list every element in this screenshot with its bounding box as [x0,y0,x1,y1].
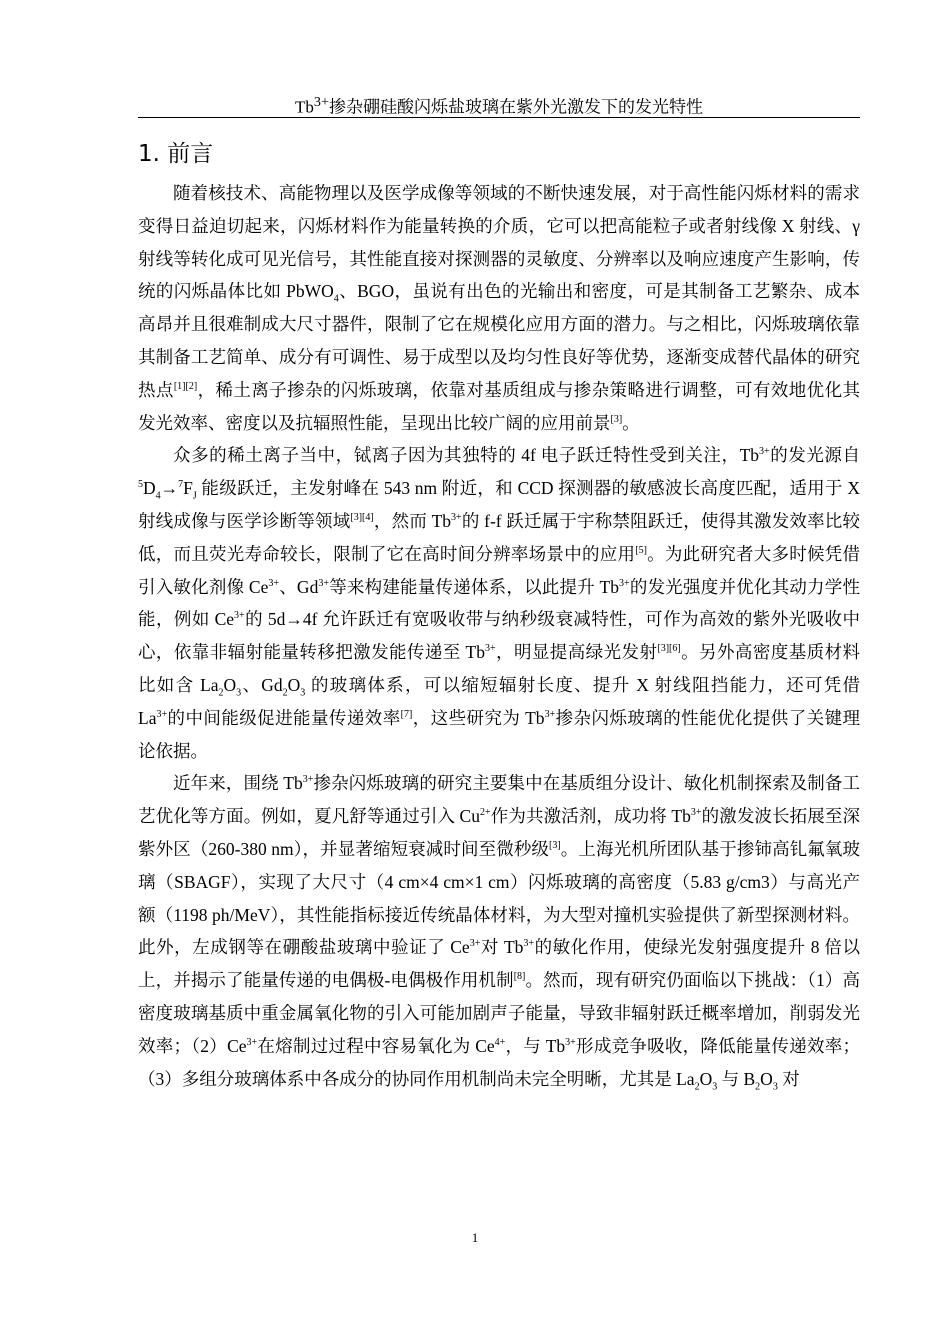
header-rule [138,117,860,118]
section-title: 1. 前言 [138,141,214,167]
page-number: 1 [471,1230,479,1245]
running-header-title: $Tb^{3+}$掺杂硼硅酸闪烁盐玻璃在紫外光激发下的发光特性 [295,94,703,117]
paragraph-recent-research: 近年来，围绕 $Tb^{3+}$掺杂闪烁玻璃的研究主要集中在基质组分设计、敏化机制探索及制备工艺优化等方面。例如，夏凡舒等通过引入 $Cu^{2+}$作为共激活剂，成功将 $Tb^{3+}$的激发波长拓展至深紫外区（260-380 nm），并显著缩短衰减时间至微秒级[3]。上海光机所团队基于掺铈高钆氟氧玻璃（SBAGF），实现了大尺寸（4 cm×4 cm×1 cm）闪烁玻璃的高密度（5.83 g/cm3）与高光产额（1198 ph/MeV），其性能指标接近传统晶体材料，为大型对撞机实验提供了新型探测材料。此外，左成钢等在硼酸盐玻璃中验证了 $Ce^{3+}$对 $Tb^{3+}$的敏化作用，使绿光发射强度提升 8 倍以上，并揭示了能量传递的电偶极-电偶极作用机制[8]。然而，现有研究仍面临以下挑战：（1）高密度玻璃基质中重金属氧化物的引入可能加剧声子能量，导致非辐射跃迁概率增加，削弱发光效率；$(2)Ce^{3+}$在熔制过过程中容易氧化为 $Ce^{4+}$，与 $Tb^{3+}$形成竞争吸收，降低能量传递效率；（3）多组分玻璃体系中各成分的协同作用机制尚未完全明晰，尤其是 $La_2O_3$ 与 $B_2O_3$ 对 [138,773,861,1093]
body-text [138,177,860,1095]
paragraph-terbium: 众多的稀土离子当中，铽离子因为其独特的 4f 电子跃迁特性受到关注，$Tb^{3+}$的发光源自 $^5D_4\to^7F_J$ 能级跃迁，主发射峰在 543 nm 附近，和 CCD 探测器的敏感波长高度匹配，适用于 X 射线成像与医学诊断等领域[3][4]，然而 $Tb^{3+}$的 f-f 跃迁属于宇称禁阻跃迁，使得其激发效率比较低，而且荧光寿命较长，限制了它在高时间分辨率场景中的应用[5]。为此研究者大多时候凭借引入敏化剂像 $Ce^{3+}$、$Gd^{3+}$等来构建能量传递体系，以此提升 $Tb^{3+}$的发光强度并优化其动力学性能，例如 $Ce^{3+}$的 5d→4f 允许跃迁有宽吸收带与纳秒级衰减特性，可作为高效的紫外光吸收中心，依靠非辐射能量转移把激发能传递至 $Tb^{3+}$，明显提高绿光发射[3][6]。另外高密度基质材料比如含 $La_2O_3$、$Gd_2O_3$ 的玻璃体系，可以缩短辐射长度、提升 X 射线阻挡能力，还可凭借 $La^{3+}$的中间能级促进能量传递效率[7]，这些研究为 $Tb^{3+}$掺杂闪烁玻璃的性能优化提供了关键理论依据。 [138,445,861,761]
paragraph-intro: 随着核技术、高能物理以及医学成像等领域的不断快速发展，对于高性能闪烁材料的需求变得日益迫切起来，闪烁材料作为能量转换的介质，它可以把高能粒子或者射线像 X 射线、γ 射线等转化成可见光信号，其性能直接对探测器的灵敏度、分辨率以及响应速度产生影响，传统的闪烁晶体比如 PbWO$_4$、BGO，虽说有出色的光输出和密度，可是其制备工艺繁杂、成本高昂并且很难制成大尺寸器件，限制了它在规模化应用方面的潜力。与之相比，闪烁玻璃依靠其制备工艺简单、成分有可调性、易于成型以及均匀性良好等优势，逐渐变成替代晶体的研究热点[1][2]，稀土离子掺杂的闪烁玻璃，依靠对基质组成与掺杂策略进行调整，可有效地优化其发光效率、密度以及抗辐照性能，呈现出比较广阔的应用前景[3]。 [138,183,861,433]
